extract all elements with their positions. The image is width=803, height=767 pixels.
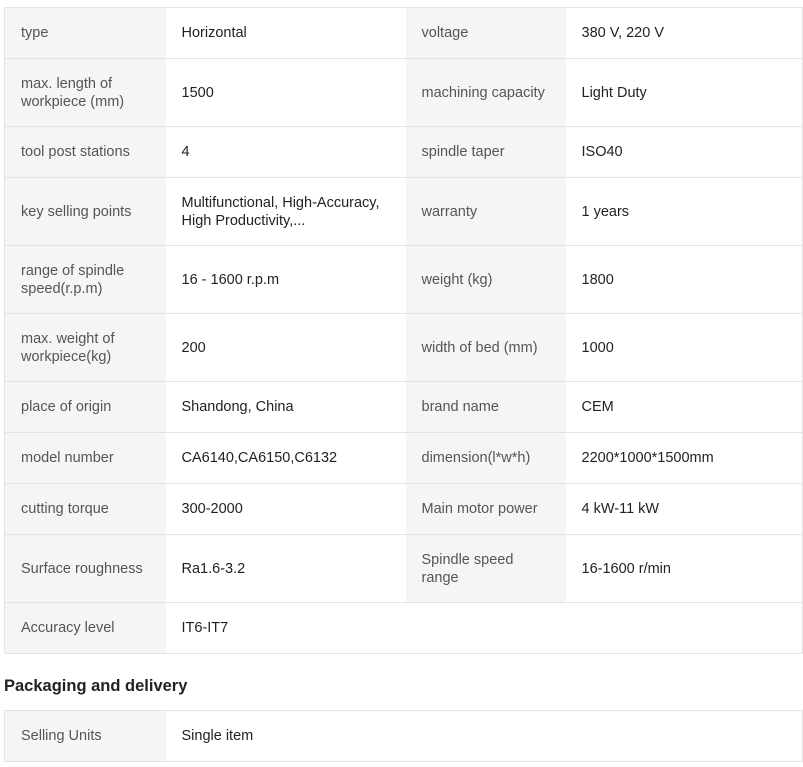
table-row: [5, 8, 803, 59]
attribute-key: Spindle speed range: [406, 535, 566, 603]
attribute-key: cutting torque: [5, 484, 166, 535]
attribute-key: key selling points: [5, 178, 166, 246]
attribute-key: width of bed (mm): [406, 314, 566, 382]
attribute-key: dimension(l*w*h): [406, 433, 566, 484]
attribute-key: max. length of workpiece (mm): [5, 59, 166, 127]
attribute-value: Horizontal: [166, 8, 406, 59]
attribute-value: 300-2000: [166, 484, 406, 535]
attribute-value: 16-1600 r/min: [566, 535, 803, 603]
table-row: [5, 535, 803, 603]
packaging-section-title: Packaging and delivery: [4, 677, 188, 695]
attribute-key: place of origin: [5, 382, 166, 433]
attribute-value: 4: [166, 127, 406, 178]
attribute-key: spindle taper: [406, 127, 566, 178]
attribute-value: 4 kW-11 kW: [566, 484, 803, 535]
attribute-key: weight (kg): [406, 246, 566, 314]
empty-cell: [406, 603, 803, 654]
attribute-value: IT6-IT7: [166, 603, 406, 654]
attribute-key: Surface roughness: [5, 535, 166, 603]
table-row: [5, 433, 803, 484]
table-row: [5, 382, 803, 433]
attribute-key: Accuracy level: [5, 603, 166, 654]
attribute-value: 380 V, 220 V: [566, 8, 803, 59]
attribute-value: 1000: [566, 314, 803, 382]
attribute-value-text: Multifunctional, High-Accuracy, High Productivity,...: [181, 194, 380, 229]
attribute-value: Light Duty: [566, 59, 803, 127]
attribute-value: CA6140,CA6150,C6132: [166, 433, 406, 484]
attribute-value: Ra1.6-3.2: [166, 535, 406, 603]
attribute-value: 1800: [566, 246, 803, 314]
attribute-key: model number: [5, 433, 166, 484]
attributes-table: [4, 7, 803, 654]
table-row: [5, 59, 803, 127]
attribute-key: range of spindle speed(r.p.m): [5, 246, 166, 314]
attribute-key: Main motor power: [406, 484, 566, 535]
attribute-value: 200: [166, 314, 406, 382]
table-row: [5, 484, 803, 535]
table-row: [5, 246, 803, 314]
attribute-value: 2200*1000*1500mm: [566, 433, 803, 484]
attribute-key: brand name: [406, 382, 566, 433]
attribute-value: 1 years: [566, 178, 803, 246]
packaging-table: [4, 710, 803, 762]
attribute-key: machining capacity: [406, 59, 566, 127]
attribute-value: ISO40: [566, 127, 803, 178]
attribute-key: tool post stations: [5, 127, 166, 178]
attribute-value: [166, 178, 406, 246]
attribute-key: max. weight of workpiece(kg): [5, 314, 166, 382]
attribute-key: type: [5, 8, 166, 59]
attribute-value: CEM: [566, 382, 803, 433]
packaging-value: Single item: [166, 711, 803, 762]
attribute-value: 1500: [166, 59, 406, 127]
attribute-key: voltage: [406, 8, 566, 59]
attribute-value: 16 - 1600 r.p.m: [166, 246, 406, 314]
table-row: [5, 603, 803, 654]
attribute-key: warranty: [406, 178, 566, 246]
table-row: [5, 178, 803, 246]
table-row: [5, 711, 803, 762]
packaging-key: Selling Units: [5, 711, 166, 762]
table-row: [5, 127, 803, 178]
attribute-value: Shandong, China: [166, 382, 406, 433]
table-row: [5, 314, 803, 382]
